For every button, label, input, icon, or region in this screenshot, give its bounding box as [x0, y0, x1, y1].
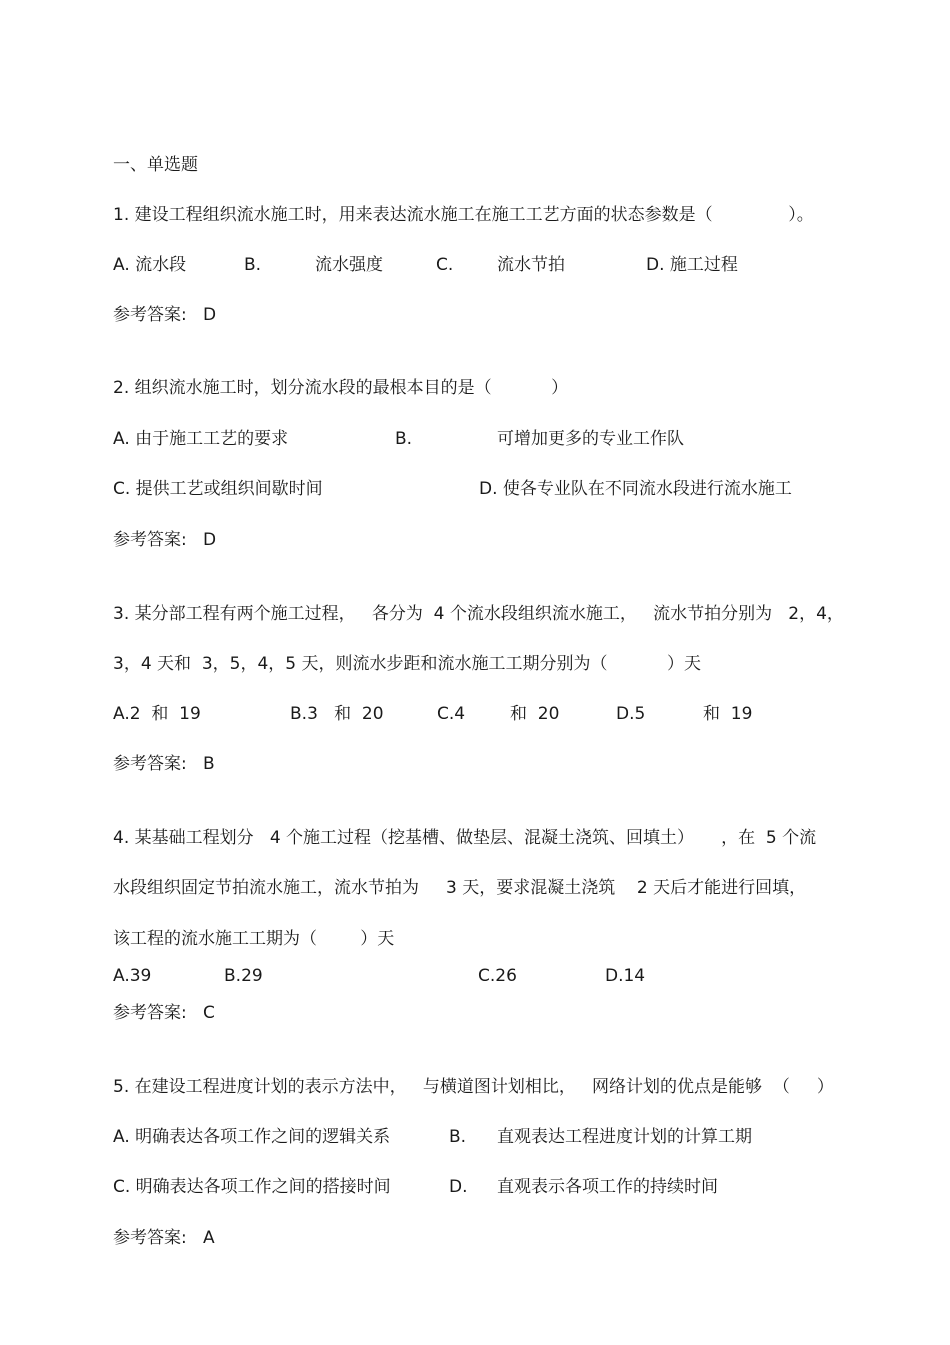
q3-option-c-marker: C.4 [437, 704, 466, 724]
q3-option-b: B.3 和 20 [290, 704, 384, 724]
q3-option-d-text: 和 19 [703, 704, 753, 724]
q5-option-d-text: 直观表示各项工作的持续时间 [497, 1177, 718, 1197]
q5-option-d-marker: D. [449, 1177, 468, 1197]
q4-option-c: C.26 [478, 966, 517, 986]
q5-option-c: C. 明确表达各项工作之间的搭接时间 [113, 1177, 391, 1197]
q4-option-d: D.14 [605, 966, 646, 986]
question-3-stem-line-1: 3. 某分部工程有两个施工过程， 各分为 4 个流水段组织流水施工， 流水节拍分别为 2，4， [113, 604, 844, 624]
q5-option-b-marker: B. [449, 1127, 467, 1147]
question-2-stem: 2. 组织流水施工时，划分流水段的最根本目的是（ ） [113, 378, 569, 398]
q1-option-c-text: 流水节拍 [497, 255, 565, 275]
question-4-stem-line-2: 水段组织固定节拍流水施工，流水节拍为 3 天，要求混凝土浇筑 2 天后才能进行回填， [113, 878, 807, 898]
q5-option-a: A. 明确表达各项工作之间的逻辑关系 [113, 1127, 391, 1147]
q2-option-a: A. 由于施工工艺的要求 [113, 429, 289, 449]
question-4-stem-line-3: 该工程的流水施工工期为（ ）天 [113, 929, 395, 949]
q2-answer: 参考答案: D [113, 530, 217, 550]
q1-answer: 参考答案: D [113, 305, 217, 325]
q2-option-d: D. 使各专业队在不同流水段进行流水施工 [479, 479, 792, 499]
section-title: 一、单选题 [113, 155, 198, 175]
q2-option-c: C. 提供工艺或组织间歇时间 [113, 479, 323, 499]
question-1-stem: 1. 建设工程组织流水施工时，用来表达流水施工在施工工艺方面的状态参数是（ ）。 [113, 205, 814, 225]
q3-option-a: A.2 和 19 [113, 704, 201, 724]
question-4-stem-line-1: 4. 某基础工程划分 4 个施工过程（挖基槽、做垫层、混凝土浇筑、回填土） ，在 5 个流 [113, 828, 817, 848]
q3-answer: 参考答案: B [113, 754, 215, 774]
q3-option-d-marker: D.5 [616, 704, 646, 724]
q5-answer: 参考答案: A [113, 1228, 215, 1248]
q4-option-b: B.29 [224, 966, 263, 986]
q1-option-a: A. 流水段 [113, 255, 187, 275]
q2-option-b-marker: B. [395, 429, 413, 449]
q4-option-a: A.39 [113, 966, 152, 986]
q3-option-c-text: 和 20 [510, 704, 560, 724]
q1-option-d: D. 施工过程 [646, 255, 738, 275]
q1-option-c-marker: C. [436, 255, 454, 275]
question-3-stem-line-2: 3，4 天和 3，5，4，5 天，则流水步距和流水施工工期分别为（ ）天 [113, 654, 701, 674]
q4-answer: 参考答案: C [113, 1003, 215, 1023]
q1-option-b-text: 流水强度 [315, 255, 383, 275]
q1-option-b-marker: B. [244, 255, 262, 275]
q5-option-b-text: 直观表达工程进度计划的计算工期 [497, 1127, 752, 1147]
question-5-stem: 5. 在建设工程进度计划的表示方法中， 与横道图计划相比， 网络计划的优点是能够 （ ） [113, 1077, 834, 1097]
q2-option-b-text: 可增加更多的专业工作队 [497, 429, 684, 449]
